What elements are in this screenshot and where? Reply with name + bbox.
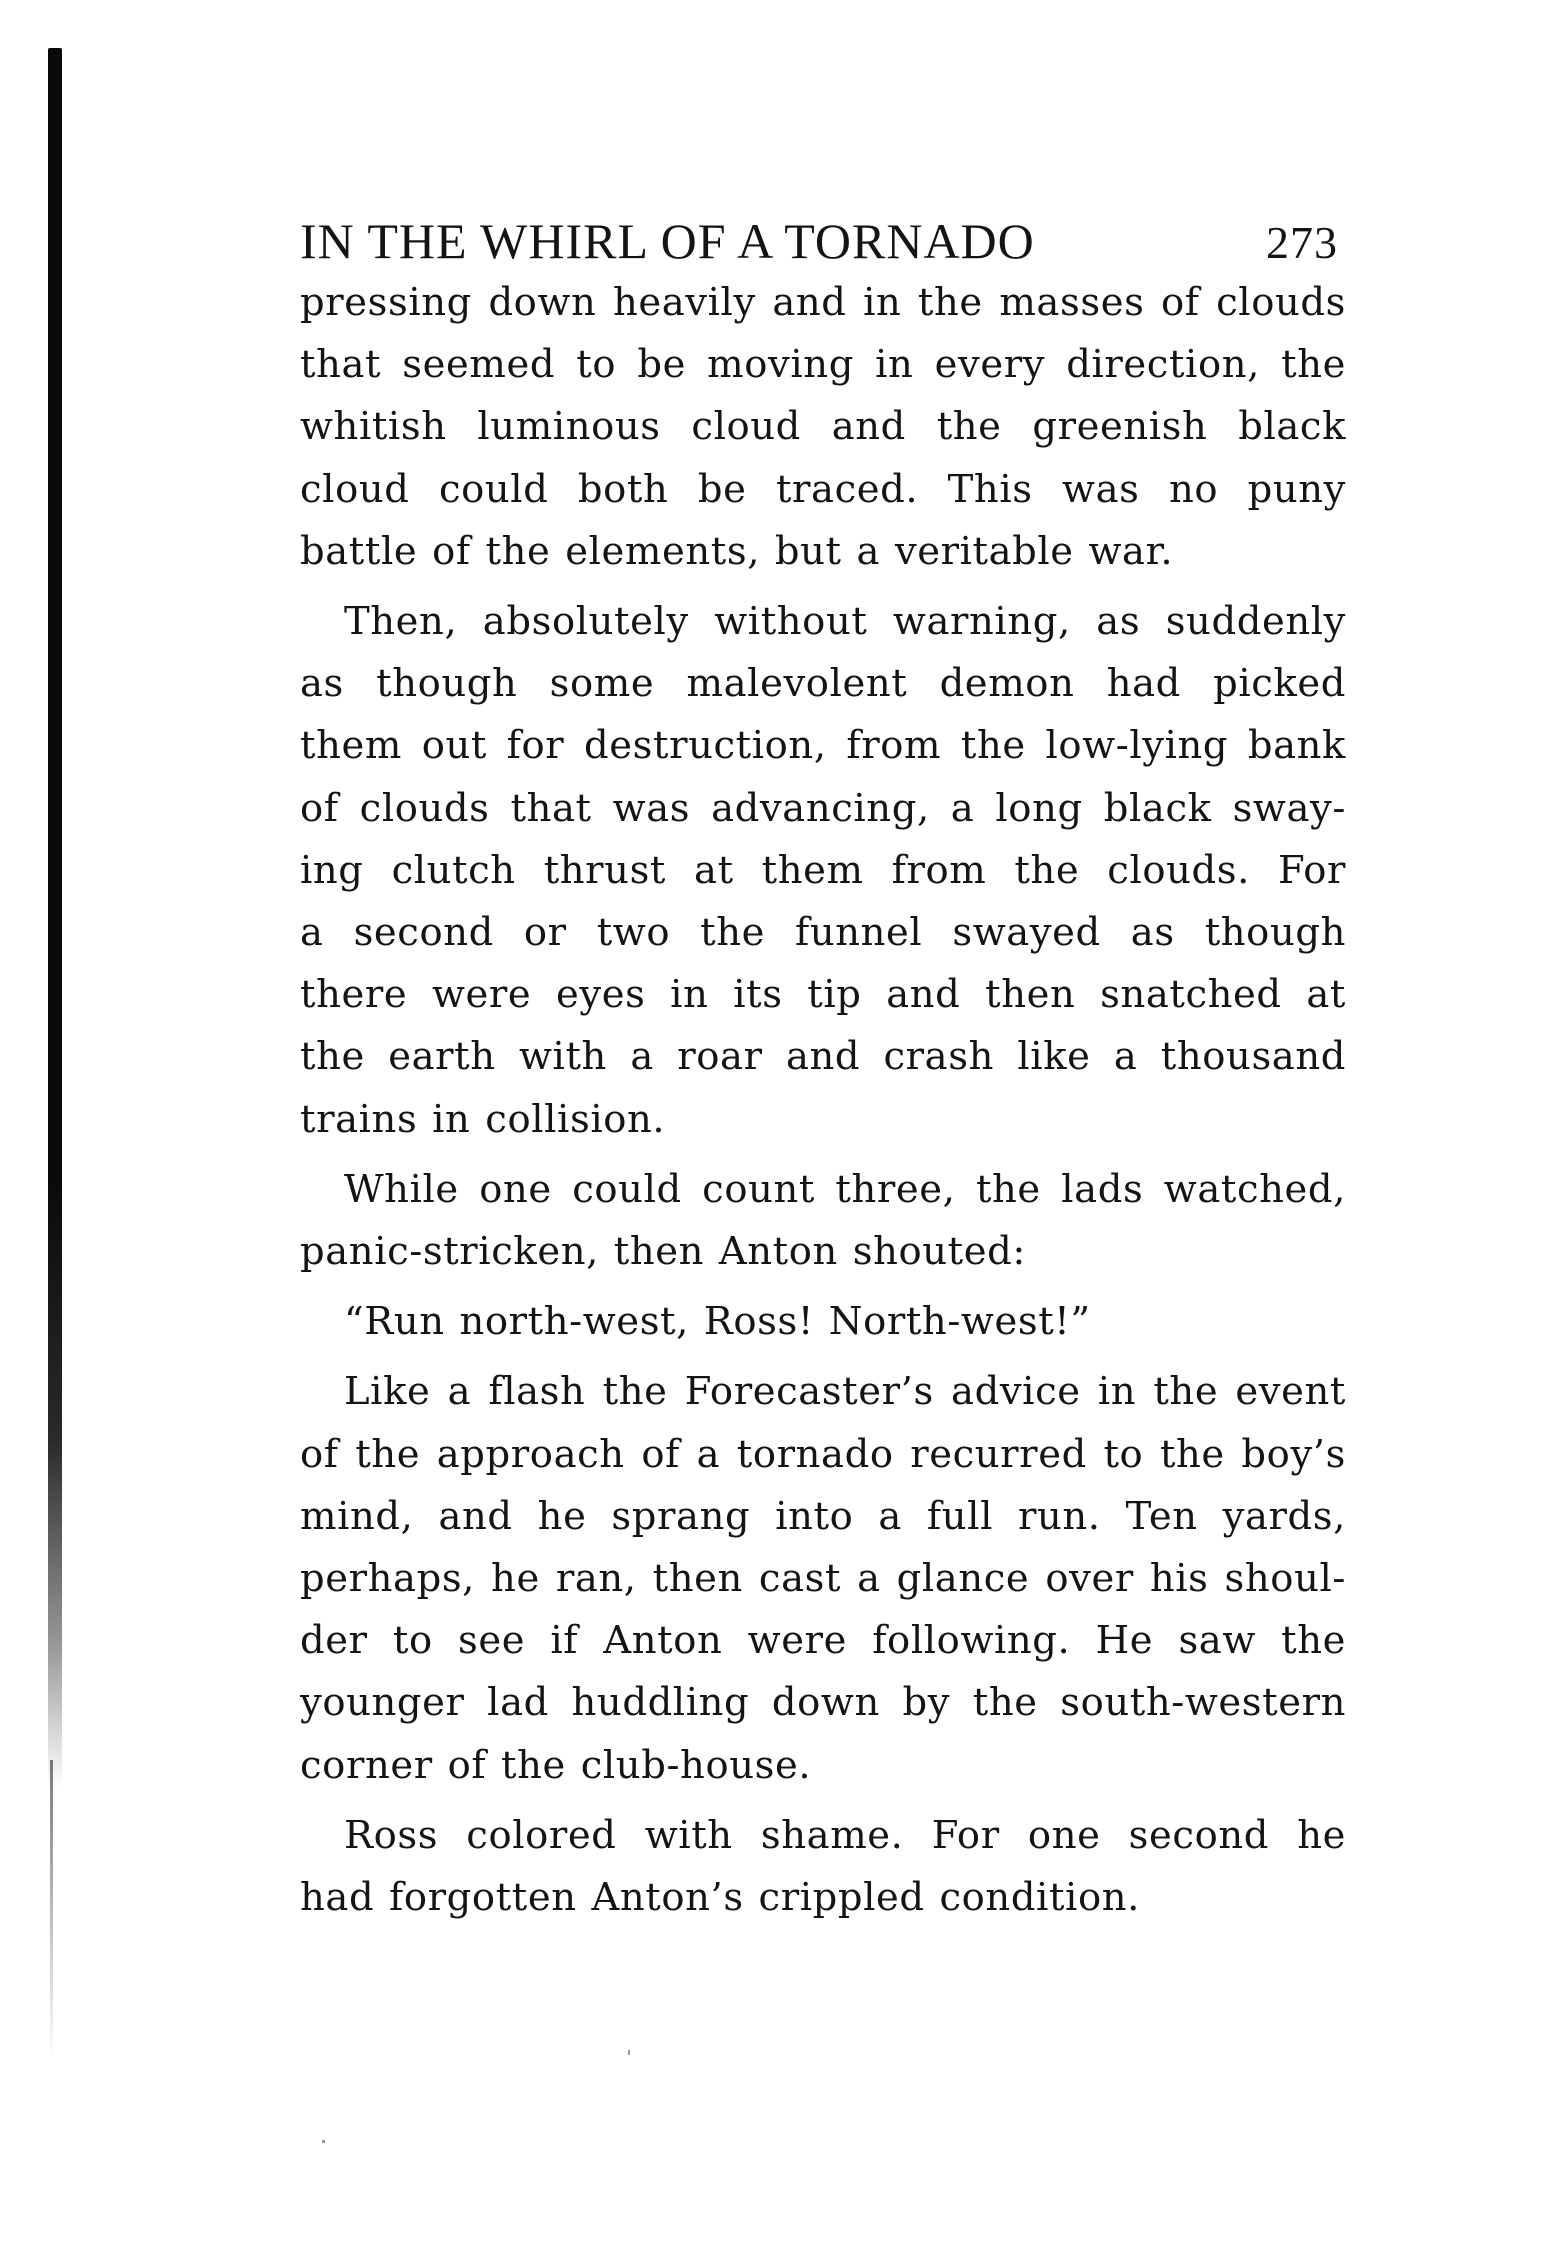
page-number: 273 <box>1266 217 1338 268</box>
paragraph-4 <box>300 1291 1346 1353</box>
text-line: cloud could both be traced. This was no puny <box>300 466 1346 512</box>
paper-speck <box>628 2050 630 2055</box>
text-line: had forgotten Anton’s crippled condition. <box>300 1875 1140 1921</box>
text-line: whitish luminous cloud and the greenish black <box>300 404 1346 450</box>
text-line: While one could count three, the lads watched, <box>344 1166 1346 1212</box>
text-line: Ross colored with shame. For one second he <box>344 1812 1346 1858</box>
book-page <box>300 210 1346 1937</box>
text-line: there were eyes in its tip and then snatched at <box>300 972 1346 1018</box>
text-line: mind, and he sprang into a full run. Ten yards, <box>300 1493 1346 1539</box>
text-line: of the approach of a tornado recurred to the boy’s <box>300 1431 1346 1477</box>
page-binding-shadow <box>50 1760 53 2060</box>
text-line: Then, absolutely without warning, as suddenly <box>344 599 1346 645</box>
text-line: Like a flash the Forecaster’s advice in the event <box>344 1369 1346 1415</box>
paragraph-1 <box>300 272 1346 583</box>
text-line: younger lad huddling down by the south-western <box>300 1680 1346 1726</box>
text-line: “Run north-west, Ross! North-west!” <box>344 1299 1091 1345</box>
text-line: battle of the elements, but a veritable war. <box>300 528 1174 574</box>
text-line: corner of the club-house. <box>300 1742 812 1788</box>
text-line: pressing down heavily and in the masses of clouds <box>300 280 1346 325</box>
running-header <box>300 210 1346 272</box>
text-line: the earth with a roar and crash like a thousand <box>300 1034 1346 1080</box>
text-line: ing clutch thrust at them from the clouds. For <box>300 847 1346 893</box>
text-line: panic-stricken, then Anton shouted: <box>300 1229 1026 1275</box>
paragraph-2 <box>300 591 1346 1151</box>
text-line: perhaps, he ran, then cast a glance over his shoul- <box>300 1556 1346 1602</box>
text-line: a second or two the funnel swayed as though <box>300 910 1346 956</box>
running-title: IN THE WHIRL OF A TORNADO <box>300 213 1035 269</box>
text-line: as though some malevolent demon had picked <box>300 661 1346 707</box>
paper-speck <box>322 2140 325 2143</box>
page-body <box>300 272 1346 1929</box>
text-line: them out for destruction, from the low-lying bank <box>300 723 1346 769</box>
page-binding-edge <box>48 48 62 1788</box>
text-line: of clouds that was advancing, a long black sway- <box>300 785 1346 831</box>
paragraph-5 <box>300 1361 1346 1796</box>
paragraph-3 <box>300 1159 1346 1283</box>
text-line: der to see if Anton were following. He saw the <box>300 1618 1346 1664</box>
paragraph-6 <box>300 1805 1346 1929</box>
text-line: that seemed to be moving in every direction, the <box>300 342 1346 388</box>
text-line: trains in collision. <box>300 1096 666 1142</box>
